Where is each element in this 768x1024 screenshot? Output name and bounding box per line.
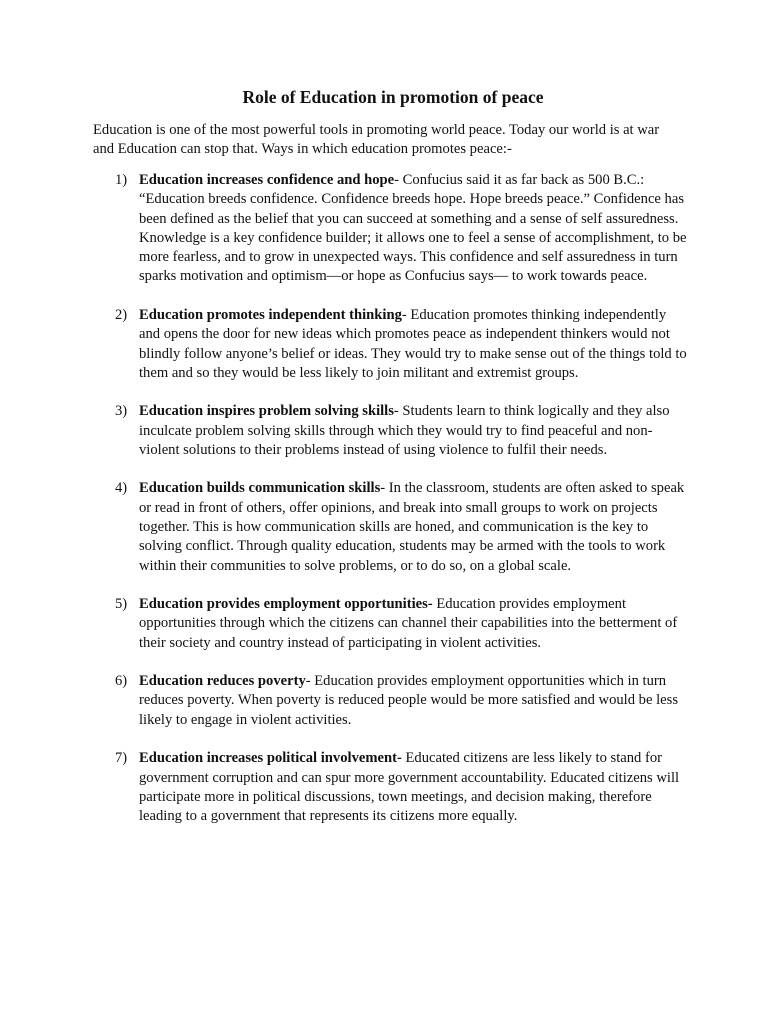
intro-paragraph: Education is one of the most powerful tools in promoting world peace. Today our world is at war and Education can stop that. Ways in which education promotes peace:-: [93, 122, 660, 158]
item-text: - In the classroom, students are often asked to speak or read in front of others, offer opinions, and break into small groups to work on projects together. This is how communication skills are honed, and communication is the key to solving conflict. Through quality education, students may be armed with the tools to work within their communities to solve problems, or to do so, on a global scale.: [139, 480, 685, 574]
list-item: [0, 171, 687, 287]
item-heading: Education promotes independent thinking: [139, 306, 402, 323]
item-text: - Students learn to think logically and they also inculcate problem solving skills through which they would try to find peaceful and non-violent solutions to their problems instead of using violence to fulfil their needs.: [139, 403, 670, 458]
item-heading: Education reduces poverty: [139, 673, 306, 690]
item-number: 1): [115, 172, 128, 188]
ways-list: [0, 171, 768, 846]
item-heading: Education inspires problem solving skills: [139, 403, 394, 420]
item-number: 4): [115, 480, 128, 497]
item-number: 5): [115, 596, 128, 613]
item-number: 7): [115, 750, 128, 767]
list-item: [0, 672, 687, 730]
list-item: [0, 749, 687, 826]
item-heading: Education increases confidence and hope: [139, 172, 395, 188]
item-text: - Confucius said it as far back as 500 B.C.: “Education breeds confidence. Confidence breeds hope. Hope breeds peace.” Confidence has been defined as the belief that you can succeed at something and a sense of self assuredness. Knowledge is a key confidence builder; it allows one to feel a sense of accomplishment, to be more fearless, and to grow in unexpected ways. This confidence and self assuredness in turn sparks motivation and optimism—or hope as Confucius says— to work towards peace.: [139, 172, 687, 285]
list-item: [0, 402, 687, 460]
page-title: Role of Education in promotion of peace: [242, 87, 544, 107]
item-text: - Education provides employment opportunities which in turn reduces poverty. When poverty is reduced people would be more satisfied and would be less likely to engage in violent activities.: [139, 673, 678, 728]
item-number: 2): [115, 306, 128, 323]
item-heading: Education provides employment opportunities-: [139, 596, 433, 613]
item-heading: Education increases political involvement-: [139, 750, 402, 767]
list-item: [0, 479, 687, 575]
list-item: [0, 595, 687, 653]
item-number: 3): [115, 403, 128, 420]
item-number: 6): [115, 673, 128, 690]
list-item: [0, 306, 687, 383]
item-text: - Education promotes thinking independently and opens the door for new ideas which promotes peace as independent thinkers would not blindly follow anyone’s belief or ideas. They would try to make sense out of the things told to them and so they would be less likely to join militant and extremist groups.: [139, 306, 687, 381]
item-text: Educated citizens are less likely to stand for government corruption and can spur more government accountability. Educated citizens will participate more in political discussions, town meetings, and decision making, therefore leading to a government that represents its citizens more equally.: [139, 750, 680, 825]
item-heading: Education builds communication skills: [139, 480, 381, 497]
item-text: Education provides employment opportunities through which the citizens can channel their capabilities into the betterment of their society and country instead of participating in violent activities.: [139, 596, 678, 651]
